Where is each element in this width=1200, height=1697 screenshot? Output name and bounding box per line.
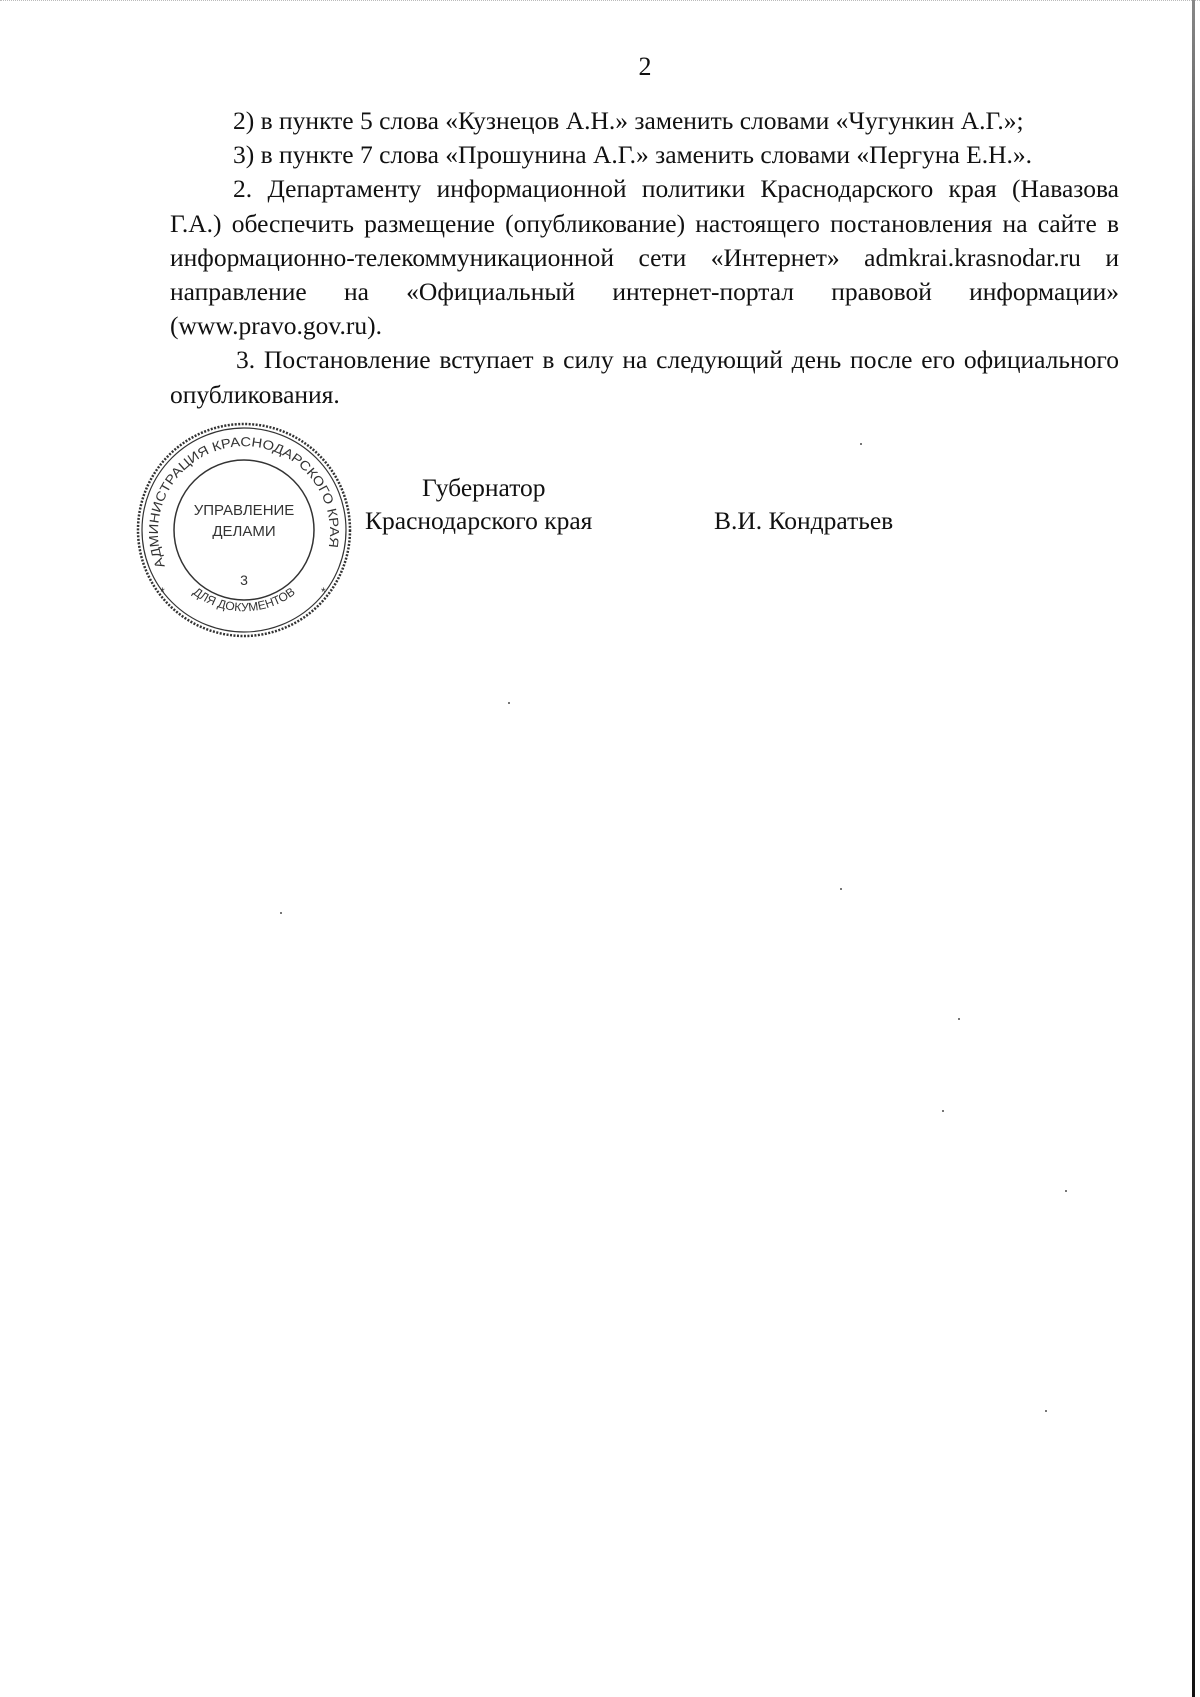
paragraph-section-3: 3. Постановление вступает в силу на следующий день после его официального опубликования. [170, 345, 1119, 409]
document-body [170, 104, 1119, 412]
scan-speck [1045, 1410, 1047, 1412]
scan-speck [1065, 1190, 1067, 1192]
stamp-inner-line2: ДЕЛАМИ [212, 523, 276, 540]
scan-speck [958, 1018, 960, 1020]
stamp-outer-text: АДМИНИСТРАЦИЯ КРАСНОДАРСКОГО КРАЯ [145, 434, 343, 571]
scan-speck [508, 702, 510, 704]
signature-position-line1: Губернатор [422, 473, 546, 502]
paragraph-section-2: 2. Департаменту информационной политики Краснодарского края (Навазова Г.А.) обеспечить размещение (опубликование) настоящего постановления на сайте в информационно-телекоммуникационной сети «Интернет» admkrai.krasnodar.ru и направление на «Официальный интернет-портал правовой информации» (www.pravo.gov.ru). [170, 174, 1119, 341]
scan-top-edge [0, 0, 1200, 3]
stamp-inner-line1: УПРАВЛЕНИЕ [193, 502, 295, 519]
scan-speck [942, 1110, 944, 1112]
paragraph-item-3: 3) в пункте 7 слова «Прошунина А.Г.» заменить словами «Пергуна Е.Н.». [233, 140, 1033, 170]
scan-speck [280, 912, 282, 914]
stamp-number: 3 [240, 572, 248, 588]
scan-right-edge [1192, 0, 1195, 1697]
signature-position-line2: Краснодарского края [365, 506, 593, 535]
stamp-star-icon: * [321, 585, 326, 599]
scan-speck [840, 888, 842, 890]
stamp-star-icon: * [160, 585, 165, 599]
signature-name: В.И. Кондратьев [714, 506, 894, 535]
scan-speck [860, 443, 862, 445]
official-stamp [134, 420, 354, 640]
stamp-bottom-text: ДЛЯ ДОКУМЕНТОВ [190, 584, 298, 615]
paragraph-item-2: 2) в пункте 5 слова «Кузнецов А.Н.» заменить словами «Чугункин А.Г.»; [233, 106, 1024, 135]
page-number: 2 [638, 52, 652, 81]
